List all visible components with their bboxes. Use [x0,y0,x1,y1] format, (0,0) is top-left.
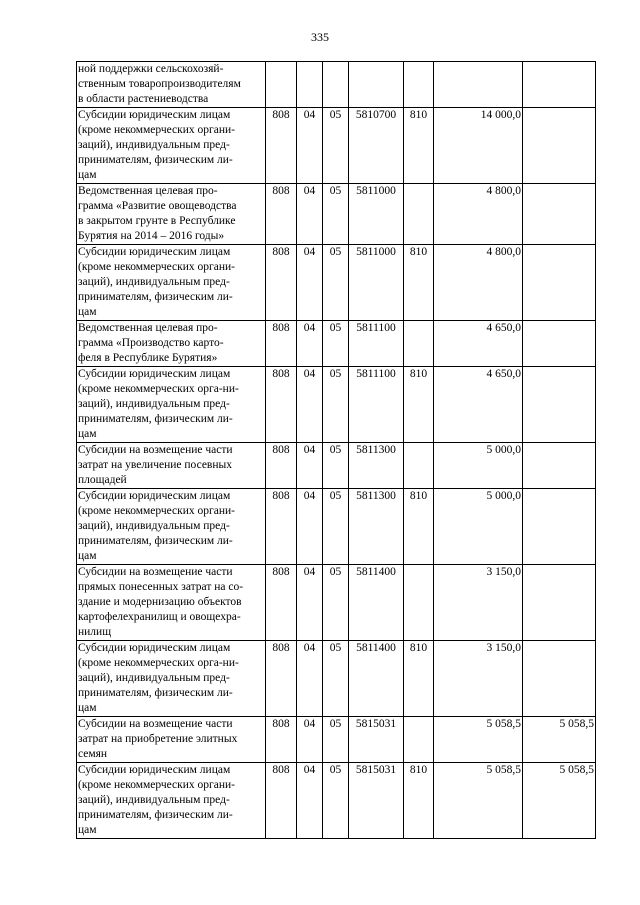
name-line: картофелехранилищ и овощехра- [78,611,241,623]
name-line: цам [78,702,97,714]
cell-sum-2 [523,245,596,321]
cell-pr: 05 [323,245,349,321]
cell-name [77,245,266,321]
cell-csr: 5811400 [349,565,404,641]
cell-rz: 04 [297,641,323,717]
name-line: прямых понесенных затрат на со- [78,581,244,593]
name-line: заций), индивидуальным пред- [78,520,230,532]
cell-sum-2 [523,641,596,717]
cell-pr: 05 [323,367,349,443]
name-line: цам [78,169,97,181]
cell-vr: 810 [404,367,434,443]
name-line: заций), индивидуальным пред- [78,139,230,151]
name-line: принимателям, физическим ли- [78,413,233,425]
cell-sum [434,62,523,108]
name-line: цам [78,428,97,440]
cell-name [77,108,266,184]
cell-gr: 808 [266,108,297,184]
cell-vr [404,184,434,245]
cell-pr: 05 [323,565,349,641]
cell-rz: 04 [297,367,323,443]
cell-sum-2: 5 058,5 [523,763,596,839]
table-row [77,184,596,245]
name-line: заций), индивидуальным пред- [78,794,230,806]
cell-sum: 4 800,0 [434,184,523,245]
name-line: Ведомственная целевая про- [78,322,218,334]
cell-sum-2 [523,565,596,641]
cell-name [77,763,266,839]
cell-rz [297,62,323,108]
cell-sum: 5 058,5 [434,763,523,839]
cell-vr: 810 [404,489,434,565]
cell-pr: 05 [323,763,349,839]
name-line: Субсидии юридическим лицам [78,246,231,258]
cell-rz: 04 [297,184,323,245]
name-line: здание и модернизацию объектов [78,596,242,608]
name-line: (кроме некоммерческих органи- [78,779,235,791]
cell-name [77,717,266,763]
table-row [77,321,596,367]
name-line: площадей [78,474,127,486]
budget-table [76,61,596,839]
cell-sum: 4 650,0 [434,367,523,443]
name-line: принимателям, физическим ли- [78,154,233,166]
cell-pr: 05 [323,184,349,245]
name-line: затрат на приобретение элитных [78,733,238,745]
cell-name [77,489,266,565]
name-line: (кроме некоммерческих органи- [78,261,235,273]
cell-sum-2 [523,367,596,443]
name-line: в закрытом грунте в Республике [78,215,236,227]
cell-vr [404,321,434,367]
name-line: Субсидии на возмещение части [78,718,233,730]
cell-csr: 5811100 [349,321,404,367]
cell-csr: 5810700 [349,108,404,184]
name-line: грамма «Производство карто- [78,337,224,349]
table-row [77,108,596,184]
name-line: затрат на увеличение посевных [78,459,232,471]
table-row [77,443,596,489]
cell-pr: 05 [323,108,349,184]
name-line: цам [78,550,97,562]
cell-vr [404,443,434,489]
cell-csr: 5811300 [349,443,404,489]
cell-rz: 04 [297,763,323,839]
cell-vr [404,62,434,108]
cell-csr: 5811300 [349,489,404,565]
cell-name [77,62,266,108]
cell-sum: 4 800,0 [434,245,523,321]
cell-rz: 04 [297,443,323,489]
cell-sum: 4 650,0 [434,321,523,367]
cell-gr: 808 [266,367,297,443]
cell-sum-2: 5 058,5 [523,717,596,763]
name-line: Субсидии юридическим лицам [78,109,231,121]
name-line: (кроме некоммерческих органи- [78,505,235,517]
cell-name [77,443,266,489]
cell-name [77,565,266,641]
table-row [77,763,596,839]
cell-name [77,641,266,717]
cell-sum: 14 000,0 [434,108,523,184]
cell-gr: 808 [266,641,297,717]
budget-table-body [77,62,596,839]
cell-sum: 5 000,0 [434,489,523,565]
cell-csr: 5811000 [349,184,404,245]
cell-csr [349,62,404,108]
cell-csr: 5811400 [349,641,404,717]
cell-rz: 04 [297,717,323,763]
cell-gr: 808 [266,245,297,321]
cell-sum-2 [523,184,596,245]
name-line: принимателям, физическим ли- [78,687,233,699]
name-line: цам [78,306,97,318]
name-line: (кроме некоммерческих орга-ни- [78,657,239,669]
cell-csr: 5811000 [349,245,404,321]
name-line: Субсидии юридическим лицам [78,490,231,502]
name-line: семян [78,748,108,760]
cell-name [77,184,266,245]
cell-vr: 810 [404,763,434,839]
name-line: (кроме некоммерческих орга-ни- [78,383,239,395]
table-row [77,245,596,321]
page-number: 335 [311,30,329,44]
name-line: Ведомственная целевая про- [78,185,218,197]
name-line: заций), индивидуальным пред- [78,398,230,410]
name-line: феля в Республике Бурятия» [78,352,218,364]
name-line: заций), индивидуальным пред- [78,672,230,684]
cell-vr: 810 [404,245,434,321]
cell-gr: 808 [266,321,297,367]
cell-sum: 3 150,0 [434,565,523,641]
cell-vr [404,717,434,763]
name-line: цам [78,824,97,836]
table-row [77,717,596,763]
cell-gr: 808 [266,184,297,245]
cell-pr: 05 [323,489,349,565]
cell-gr [266,62,297,108]
table-row [77,641,596,717]
cell-pr [323,62,349,108]
name-line: принимателям, физическим ли- [78,535,233,547]
table-row [77,489,596,565]
name-line: нилищ [78,626,112,638]
cell-rz: 04 [297,565,323,641]
cell-pr: 05 [323,641,349,717]
name-line: ной поддержки сельскохозяй- [78,63,224,75]
cell-sum-2 [523,443,596,489]
name-line: Субсидии юридическим лицам [78,642,231,654]
name-line: Субсидии на возмещение части [78,566,233,578]
name-line: заций), индивидуальным пред- [78,276,230,288]
cell-csr: 5815031 [349,763,404,839]
cell-pr: 05 [323,443,349,489]
cell-vr [404,565,434,641]
cell-vr: 810 [404,641,434,717]
name-line: принимателям, физическим ли- [78,291,233,303]
cell-gr: 808 [266,443,297,489]
cell-rz: 04 [297,489,323,565]
table-row [77,565,596,641]
name-line: грамма «Развитие овощеводства [78,200,237,212]
cell-sum-2 [523,62,596,108]
name-line: Субсидии юридическим лицам [78,368,231,380]
cell-name [77,367,266,443]
name-line: (кроме некоммерческих органи- [78,124,235,136]
cell-gr: 808 [266,565,297,641]
name-line: Субсидии юридическим лицам [78,764,231,776]
cell-pr: 05 [323,321,349,367]
name-line: ственным товаропроизводителям [78,78,241,90]
cell-csr: 5815031 [349,717,404,763]
cell-rz: 04 [297,245,323,321]
cell-gr: 808 [266,717,297,763]
name-line: Бурятия на 2014 – 2016 годы» [78,230,225,242]
cell-gr: 808 [266,763,297,839]
cell-sum-2 [523,489,596,565]
name-line: принимателям, физическим ли- [78,809,233,821]
cell-gr: 808 [266,489,297,565]
cell-sum-2 [523,108,596,184]
name-line: Субсидии на возмещение части [78,444,233,456]
cell-vr: 810 [404,108,434,184]
cell-rz: 04 [297,321,323,367]
cell-csr: 5811100 [349,367,404,443]
cell-rz: 04 [297,108,323,184]
cell-name [77,321,266,367]
name-line: в области растениеводства [78,93,209,105]
cell-pr: 05 [323,717,349,763]
cell-sum: 5 000,0 [434,443,523,489]
cell-sum: 5 058,5 [434,717,523,763]
table-row [77,62,596,108]
cell-sum-2 [523,321,596,367]
table-row [77,367,596,443]
cell-sum: 3 150,0 [434,641,523,717]
